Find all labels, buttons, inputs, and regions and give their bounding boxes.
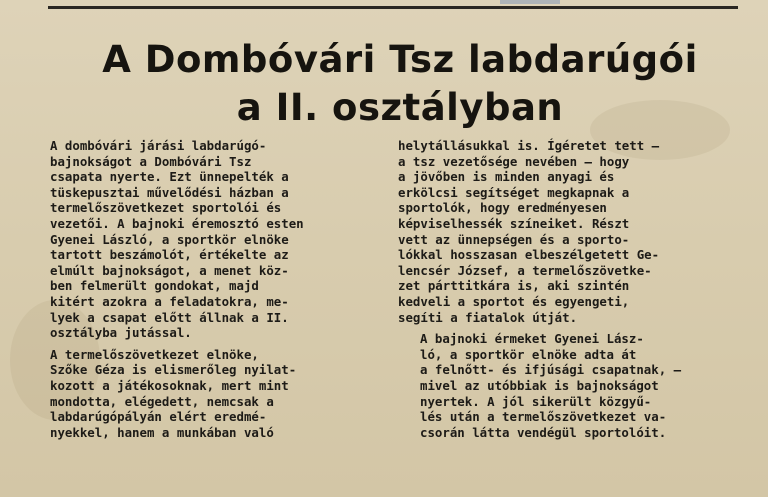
text-line: kozott a játékosoknak, mert mint — [50, 377, 289, 393]
text-line: lyek a csapat előtt állnak a II. — [50, 309, 289, 325]
text-line: A termelőszövetkezet elnöke, — [50, 346, 259, 362]
text-line: sportolók, hogy eredményesen — [398, 200, 607, 216]
text-line: lés után a termelőszövetkezet va- — [420, 409, 667, 425]
text-line: segíti a fiatalok útját. — [398, 309, 578, 325]
text-line: vett az ünnepségen és a sporto- — [398, 231, 630, 247]
right-paragraph-2 — [398, 331, 748, 440]
text-line: csapata nyerte. Ezt ünnepelték a — [50, 169, 289, 185]
text-line: ló, a sportkör elnöke adta át — [420, 346, 637, 362]
text-line: kitért azokra a feladatokra, me- — [50, 293, 289, 309]
text-line: Gyenei László, a sportkör elnöke — [50, 231, 289, 247]
text-line: A dombóvári járási labdarúgó- — [50, 138, 267, 153]
top-rule — [48, 6, 738, 9]
headline-line-1: A Dombóvári Tsz labdarúgói — [102, 38, 698, 81]
top-rule-fleck — [500, 0, 560, 4]
text-line: Szőke Géza is elismerőleg nyilat- — [50, 362, 297, 378]
text-line: kedveli a sportot és egyengeti, — [398, 293, 630, 309]
text-line: lencsér József, a termelőszövetke- — [398, 262, 652, 278]
text-line: tüskepusztai művelődési házban a — [50, 184, 289, 200]
text-line: zet párttitkára is, aki szintén — [398, 278, 630, 294]
text-line: osztályba jutással. — [50, 325, 192, 341]
text-line: ben felmerült gondokat, majd — [50, 278, 259, 294]
right-paragraph-1 — [398, 138, 748, 325]
text-line: bajnokságot a Dombóvári Tsz — [50, 153, 252, 169]
text-line: a tsz vezetősége nevében — hogy — [398, 153, 630, 169]
text-line: erkölcsi segítséget megkapnak a — [398, 184, 630, 200]
text-line: képviselhessék színeiket. Részt — [398, 215, 630, 231]
text-line: termelőszövetkezet sportolói és — [50, 200, 282, 216]
text-line: tartott beszámolót, értékelte az — [50, 247, 289, 263]
right-column — [398, 138, 748, 440]
text-line: helytállásukkal is. Ígéretet tett — — [398, 138, 660, 153]
text-line: csorán látta vendégül sportolóit. — [420, 424, 667, 440]
text-line: nyertek. A jól sikerült közgyű- — [420, 393, 652, 409]
text-line: mondotta, elégedett, nemcsak a — [50, 393, 274, 409]
left-paragraph-1 — [28, 138, 366, 341]
left-column — [28, 138, 366, 440]
text-line: nyekkel, hanem a munkában való — [50, 424, 274, 440]
text-line: elmúlt bajnokságot, a menet köz- — [50, 262, 289, 278]
text-line: a felnőtt- és ifjúsági csapatnak, — — [420, 362, 682, 378]
text-line: labdarúgópályán elért eredmé- — [50, 409, 267, 425]
text-line: A bajnoki érmeket Gyenei Lász- — [420, 331, 644, 347]
text-line: mivel az utóbbiak is bajnokságot — [420, 377, 659, 393]
text-line: a jövőben is minden anyagi és — [398, 169, 615, 185]
left-paragraph-2 — [28, 347, 366, 441]
text-line: lókkal hosszasan elbeszélgetett Ge- — [398, 247, 660, 263]
headline-line-2: a II. osztályban — [236, 86, 564, 129]
text-line: vezetői. A bajnoki éremosztó esten — [50, 215, 304, 231]
